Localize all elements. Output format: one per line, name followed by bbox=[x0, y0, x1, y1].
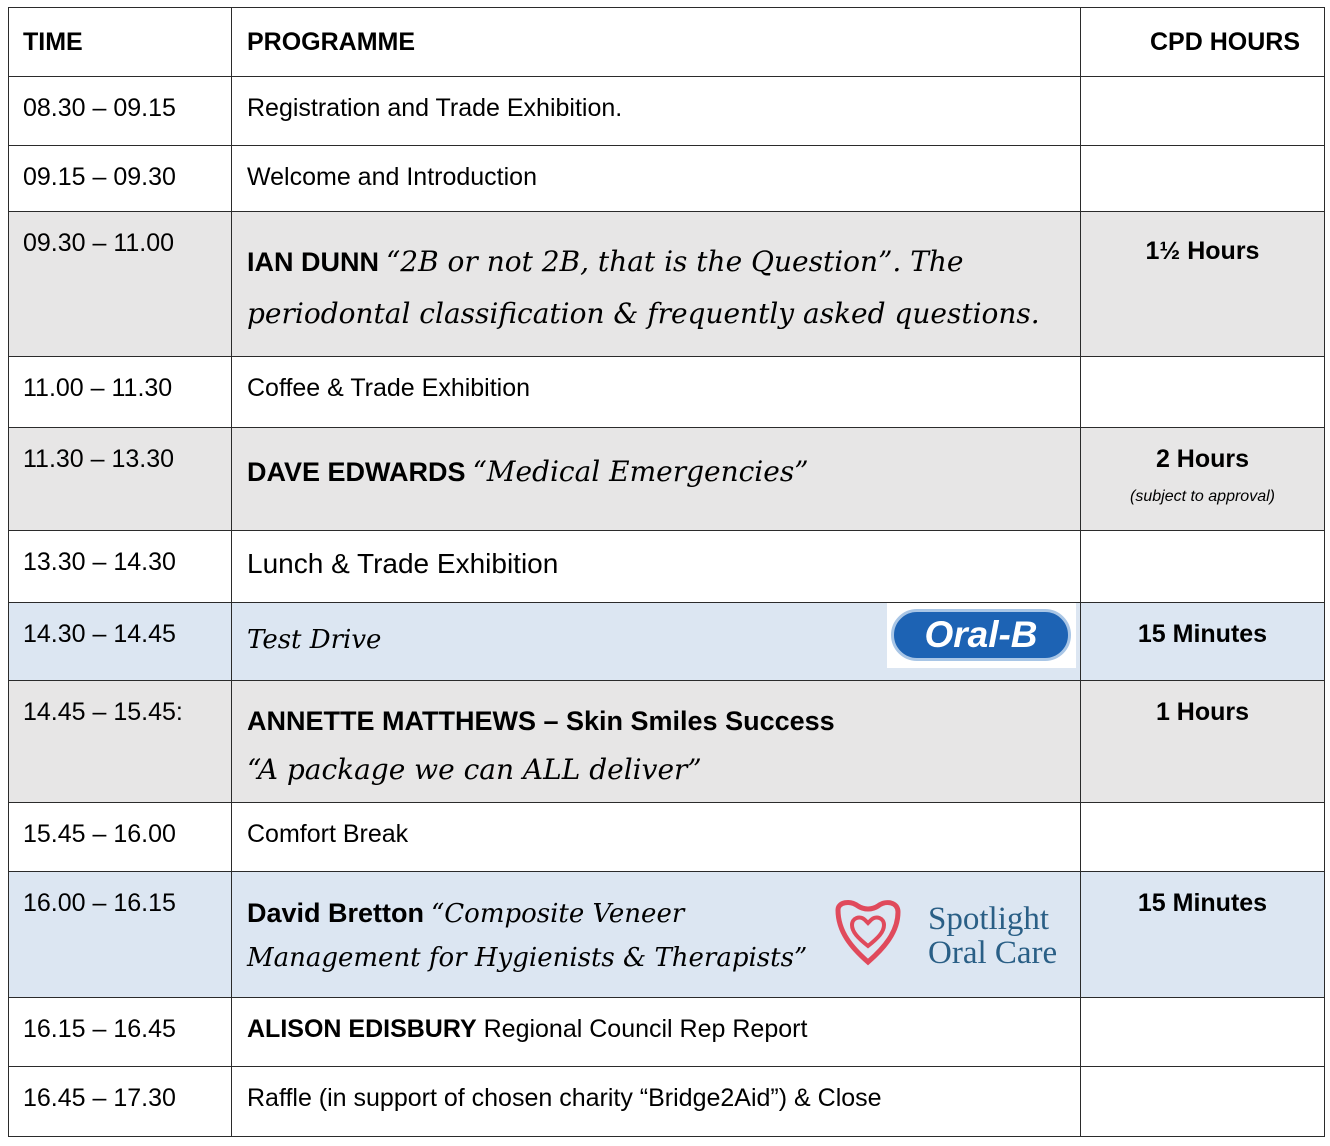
table-row bbox=[9, 428, 1325, 531]
talk-title-cont: periodontal classification & frequently asked questions. bbox=[247, 297, 1040, 330]
time-cell: 09.30 – 11.00 bbox=[9, 212, 232, 357]
time-cell: 11.00 – 11.30 bbox=[9, 357, 232, 428]
speaker-name: IAN DUNN bbox=[247, 247, 379, 277]
time-cell: 11.30 – 13.30 bbox=[9, 428, 232, 531]
header-row bbox=[9, 8, 1325, 77]
table-row bbox=[9, 681, 1325, 803]
programme-cell: Registration and Trade Exhibition. bbox=[232, 77, 1081, 146]
cpd-note: (subject to approval) bbox=[1130, 488, 1275, 505]
programme-cell: Coffee & Trade Exhibition bbox=[232, 357, 1081, 428]
header-time: TIME bbox=[9, 8, 232, 77]
table-row bbox=[9, 212, 1325, 357]
time-cell: 13.30 – 14.30 bbox=[9, 531, 232, 603]
table-row bbox=[9, 872, 1325, 998]
talk-title: “A package we can ALL deliver” bbox=[247, 753, 702, 786]
cpd-cell bbox=[1081, 803, 1325, 872]
talk-title: “Composite Veneer bbox=[430, 899, 685, 929]
speaker-name: DAVE EDWARDS bbox=[247, 457, 466, 487]
talk-title: Test Drive bbox=[247, 625, 382, 655]
table-row bbox=[9, 803, 1325, 872]
programme-cell bbox=[232, 998, 1081, 1067]
time-cell: 15.45 – 16.00 bbox=[9, 803, 232, 872]
table-row bbox=[9, 77, 1325, 146]
tooth-heart-icon bbox=[828, 898, 908, 968]
table-row bbox=[9, 603, 1325, 681]
time-cell: 16.45 – 17.30 bbox=[9, 1067, 232, 1137]
time-cell: 14.45 – 15.45: bbox=[9, 681, 232, 803]
cpd-cell bbox=[1081, 998, 1325, 1067]
cpd-cell: 1 Hours bbox=[1081, 681, 1325, 803]
spotlight-sub: Oral Care bbox=[928, 935, 1058, 971]
time-cell: 16.00 – 16.15 bbox=[9, 872, 232, 998]
table-row bbox=[9, 531, 1325, 603]
programme-cell bbox=[232, 603, 1081, 681]
table-row bbox=[9, 146, 1325, 212]
header-cpd: CPD HOURS bbox=[1081, 8, 1325, 77]
oral-b-logo: Oral-B bbox=[887, 603, 1076, 668]
programme-cell bbox=[232, 872, 1081, 998]
programme-cell: Lunch & Trade Exhibition bbox=[232, 531, 1081, 603]
cpd-cell bbox=[1081, 77, 1325, 146]
cpd-cell: 15 Minutes bbox=[1081, 603, 1325, 681]
cpd-cell: 1½ Hours bbox=[1081, 212, 1325, 357]
programme-cell bbox=[232, 428, 1081, 531]
time-cell: 08.30 – 09.15 bbox=[9, 77, 232, 146]
talk-title-cont: Management for Hygienists & Therapists” bbox=[247, 943, 808, 973]
cpd-cell bbox=[1081, 428, 1325, 531]
time-cell: 09.15 – 09.30 bbox=[9, 146, 232, 212]
header-programme: PROGRAMME bbox=[232, 8, 1081, 77]
speaker-name: David Bretton bbox=[247, 898, 425, 928]
spotlight-logo bbox=[828, 898, 1068, 971]
spotlight-name: Spotlight bbox=[928, 901, 1050, 937]
programme-cell bbox=[232, 681, 1081, 803]
programme-cell bbox=[232, 212, 1081, 357]
table-row bbox=[9, 998, 1325, 1067]
programme-cell: Welcome and Introduction bbox=[232, 146, 1081, 212]
talk-title: “Medical Emergencies” bbox=[472, 455, 809, 488]
programme-cell: Raffle (in support of chosen charity “Bridge2Aid”) & Close bbox=[232, 1067, 1081, 1137]
programme-table bbox=[8, 7, 1325, 1137]
cpd-cell bbox=[1081, 1067, 1325, 1137]
speaker-name: ANNETTE MATTHEWS – Skin Smiles Success bbox=[247, 706, 835, 736]
speaker-name: ALISON EDISBURY bbox=[247, 1015, 477, 1043]
programme-cell: Comfort Break bbox=[232, 803, 1081, 872]
table-row bbox=[9, 357, 1325, 428]
cpd-value: 2 Hours bbox=[1155, 445, 1250, 473]
time-cell: 16.15 – 16.45 bbox=[9, 998, 232, 1067]
cpd-cell bbox=[1081, 357, 1325, 428]
talk-title: “2B or not 2B, that is the Question”. The bbox=[385, 245, 964, 278]
programme-text: Regional Council Rep Report bbox=[483, 1015, 808, 1043]
cpd-cell: 15 Minutes bbox=[1081, 872, 1325, 998]
time-cell: 14.30 – 14.45 bbox=[9, 603, 232, 681]
table-row bbox=[9, 1067, 1325, 1137]
cpd-cell bbox=[1081, 146, 1325, 212]
cpd-cell bbox=[1081, 531, 1325, 603]
